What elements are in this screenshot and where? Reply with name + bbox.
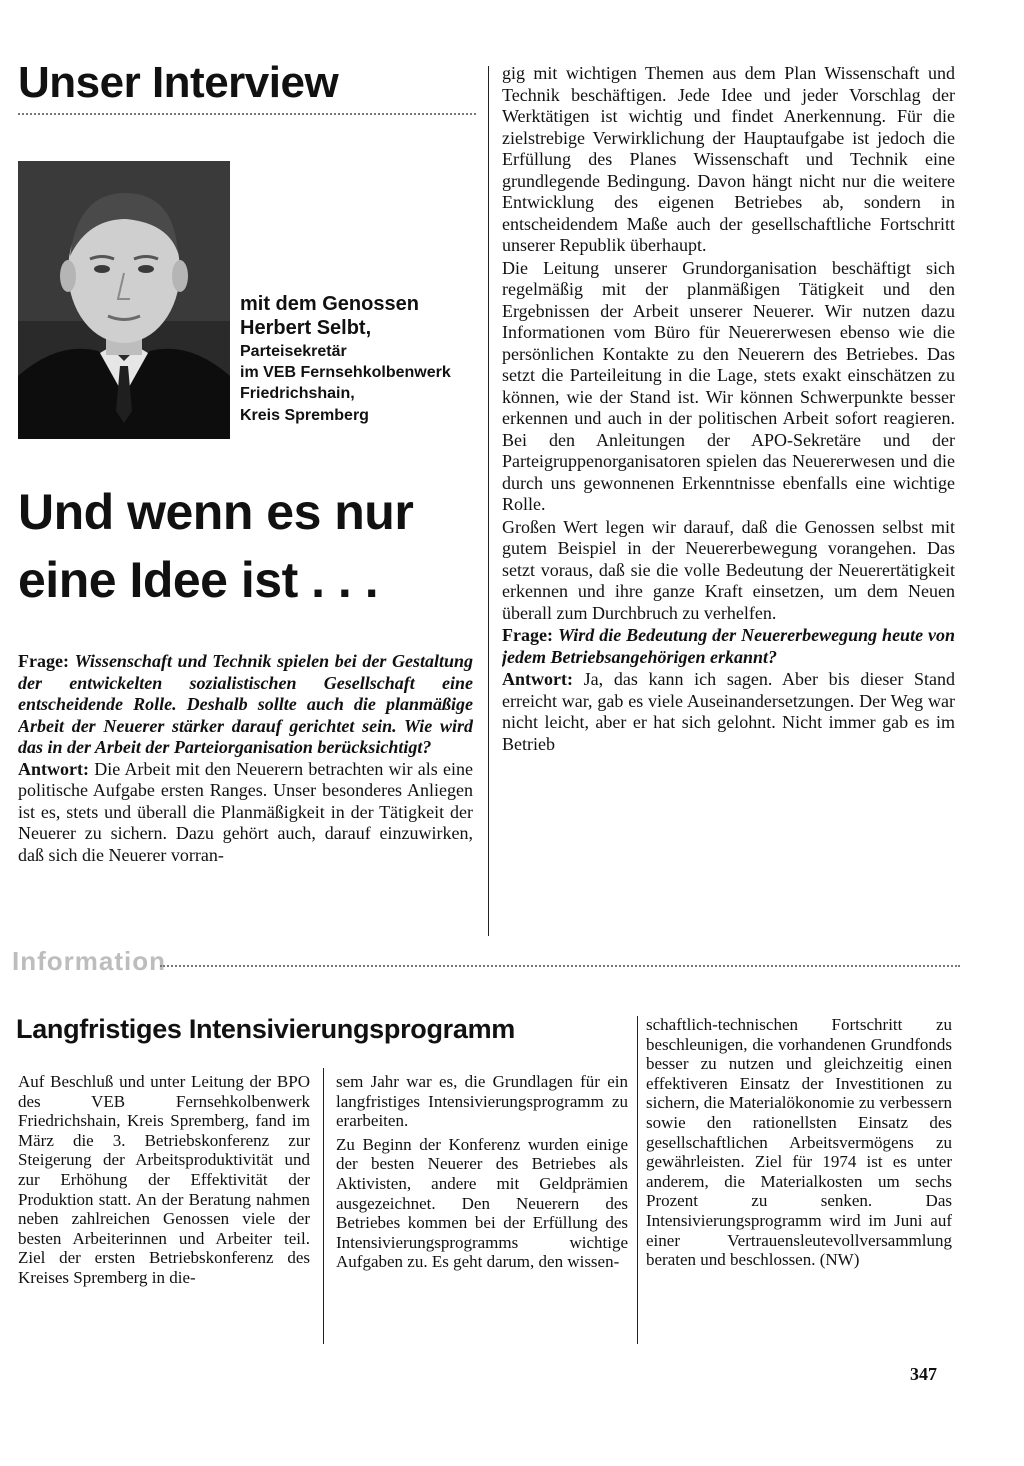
interview-headline xyxy=(18,478,468,614)
column-divider-bottom-2 xyxy=(637,1016,638,1344)
column-divider-top xyxy=(488,66,489,936)
right-paragraph-3: Großen Wert legen wir darauf, daß die Genossen selbst mit gutem Beispiel in der Neuererbewegung vorangehen. Das setzt voraus, daß sie die volle Bedeutung der Neuerertätigkeit erkennen und ihre ganze Kraft einsetzen, um dem Neuen überall zum Durchbruch zu verhelfen. xyxy=(502,516,955,623)
information-rule xyxy=(160,965,960,967)
byline-district: Kreis Spremberg xyxy=(240,406,369,424)
byline-place: Friedrichshain, xyxy=(240,385,355,403)
column-divider-bottom-1 xyxy=(323,1068,324,1344)
info-col1-paragraph-1: Auf Beschluß und unter Leitung der BPO des VEB Fernsehkolbenwerk Friedrichshain, Kreis Spremberg, fand im März die 3. Betriebskonferenz zur Steigerung der Arbeitsproduktivität und zur Erhöhung der Effektivität der Produktion statt. An der Beratung nahmen neben zahlreichen Genossen viele der besten Arbeiterinnen und Arbeiter teil. Ziel der ersten Betriebskonferenz des Kreises Spremberg in die- xyxy=(18,1072,310,1287)
interview-column-right xyxy=(502,63,955,935)
information-label: Information xyxy=(12,946,166,976)
answer-2 xyxy=(502,669,955,755)
information-column-3 xyxy=(646,1015,952,1345)
headline-line-1: Und wenn es nur xyxy=(18,484,414,540)
portrait-illustration xyxy=(18,161,230,439)
byline-role: Parteisekretär xyxy=(240,343,347,360)
section-title-rule xyxy=(18,113,476,115)
question-1 xyxy=(18,651,473,759)
question-2 xyxy=(502,625,955,668)
info-col3-paragraph-1: schaftlich-technischen Fortschritt zu beschleunigen, die vorhandenen Grundfonds besser zu nutzen und gleichzeitig einen effektiveren Einsatz der Investitionen zu sichern, die Materialökonomie zu verbessern sowie den rationellsten Einsatz des gesellschaftlichen Arbeitsvermögens zu gewährleisten. Ziel für 1974 ist es unter anderem, die Materialkosten um sechs Prozent zu senken. Das Intensivierungsprogramm wird im Juni auf einer Vertrauensleutevollversammlung beraten und beschlossen. (NW) xyxy=(646,1015,952,1270)
info-col2-paragraph-2: Zu Beginn der Konferenz wurden einige der besten Neuerer des Betriebes als Aktivisten, andere mit Geldprämien ausgezeichnet. Den Neuerern des Betriebes kommen bei der Erfüllung des Intensivierungsprogramms wichtige Aufgaben zu. Es geht darum, den wissen- xyxy=(336,1134,628,1272)
question-1-label: Frage: xyxy=(18,651,69,671)
info-col2-paragraph-1: sem Jahr war es, die Grundlagen für ein langfristiges Intensivierungsprogramm zu erarbeiten. xyxy=(336,1072,628,1131)
information-column-1 xyxy=(18,1072,310,1344)
information-headline: Langfristiges Intensivierungsprogramm xyxy=(16,1014,516,1044)
headline-line-2: eine Idee ist . . . xyxy=(18,552,379,608)
byline-company: im VEB Fernsehkolbenwerk xyxy=(240,364,451,382)
interviewee-byline xyxy=(240,292,451,425)
question-1-text: Wissenschaft und Technik spielen bei der Gestaltung der entwickelten sozialistischen Gesellschaft eine entscheidende Rolle. Deshalb sollte auch die planmäßige Arbeit der Neuerer stärker darauf gerichtet sein. Wie wird das in der Arbeit der Parteiorganisation berücksichtigt? xyxy=(18,651,473,757)
question-2-label: Frage: xyxy=(502,625,553,645)
answer-1 xyxy=(18,759,473,867)
page-number: 347 xyxy=(910,1364,937,1384)
byline-name: Herbert Selbt, xyxy=(240,317,372,339)
answer-2-label: Antwort: xyxy=(502,669,573,689)
answer-2-text: Ja, das kann ich sagen. Aber bis dieser Stand erreicht war, gab es viele Auseinandersetzungen. Der Weg war nicht leicht, aber er hat sich gelohnt. Nicht immer gab es im Betrieb xyxy=(502,669,955,754)
answer-1-text: Die Arbeit mit den Neuerern betrachten wir als eine politische Aufgabe ersten Ranges. Unser besonderes Anliegen ist es, stets und überall die Planmäßigkeit in der Tätigkeit der Neuerer zu sichern. Dazu gehört auch, darauf einzuwirken, daß sich die Neuerer vorran- xyxy=(18,758,473,865)
right-paragraph-2: Die Leitung unserer Grundorganisation beschäftigt sich regelmäßig mit der planmäßigen Tätigkeit und den Ergebnissen der Arbeit unserer Neuerer. Wir nutzen dazu Informationen vom Büro für Neuererwesen ebenso wie die persönlichen Kontakte zu den Neuerern des Betriebes. Das setzt die Parteileitung in die Lage, stets exakt einschätzen zu können, wie der Stand ist. Wir können Schwerpunkte besser erkennen und auch in der politischen Arbeit sofort reagieren. Bei den Anleitungen der APO-Sekretäre und der Parteigruppenorganisatoren spielen das Neuererwesen und die durch uns gewonnenen Erkenntnisse ebenfalls eine wichtige Rolle. xyxy=(502,257,955,514)
section-title: Unser Interview xyxy=(18,58,339,107)
interview-column-left xyxy=(18,651,473,935)
right-paragraph-1: gig mit wichtigen Themen aus dem Plan Wissenschaft und Technik beschäftigen. Jede Idee und jeder Vorschlag der Werktätigen ist wichtig und findet Anerkennung. Für die zielstrebige Verwirklichung der Hauptaufgabe ist jedoch die Erfüllung des Planes Wissenschaft und Technik eine grundlegende Bedingung. Davon hängt nicht nur die weitere Entwicklung des eigenen Betriebes ab, sondern in entscheidendem Maße auch der gesellschaftliche Fortschritt unserer Republik überhaupt. xyxy=(502,63,955,255)
portrait-photo xyxy=(18,161,230,439)
information-column-2 xyxy=(336,1072,628,1344)
question-2-text: Wird die Bedeutung der Neuererbewegung heute von jedem Betriebsangehörigen erkannt? xyxy=(502,625,955,667)
byline-intro: mit dem Genossen xyxy=(240,293,419,315)
answer-1-label: Antwort: xyxy=(18,758,89,779)
